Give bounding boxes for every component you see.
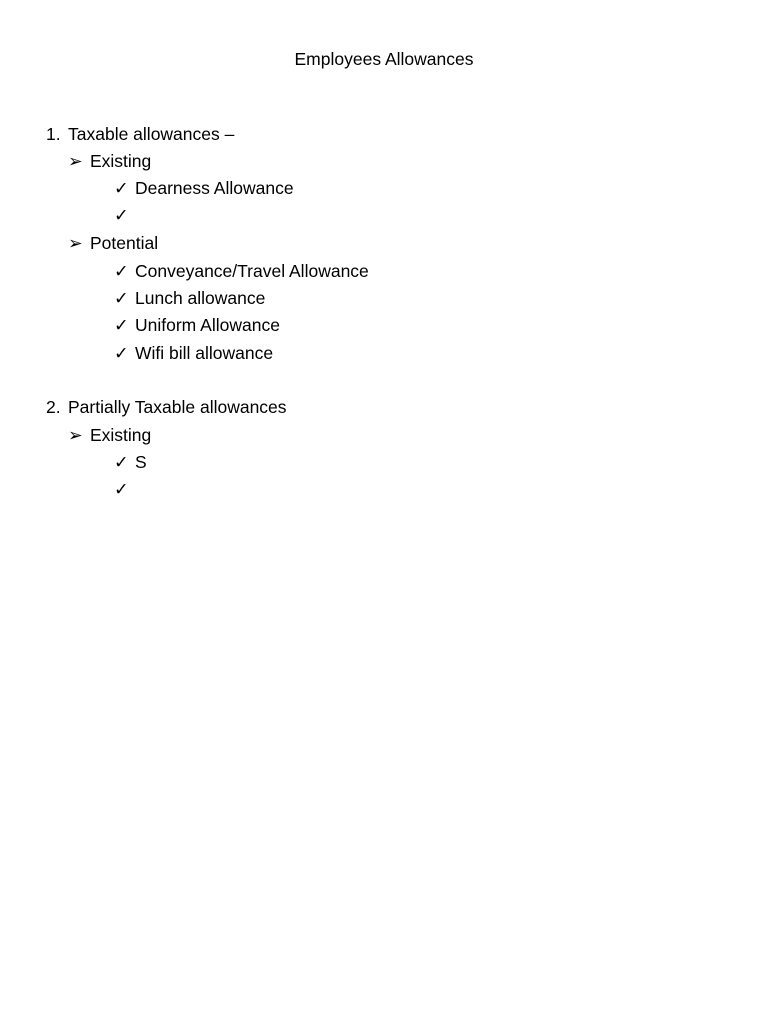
page-title: Employees Allowances (294, 49, 474, 69)
checkmark-icon: ✓ (114, 261, 129, 281)
section-2-heading: Partially Taxable allowances (68, 397, 287, 417)
arrow-bullet-icon: ➢ (68, 151, 83, 171)
checkmark-icon: ✓ (114, 315, 129, 335)
section-2-number: 2. (46, 397, 61, 417)
list-item: Dearness Allowance (135, 178, 294, 198)
list-item: Uniform Allowance (135, 315, 280, 335)
checkmark-icon: ✓ (114, 205, 129, 225)
arrow-bullet-icon: ➢ (68, 425, 83, 445)
checkmark-icon: ✓ (114, 288, 129, 308)
list-item: Wifi bill allowance (135, 343, 274, 363)
list-item: S (135, 452, 147, 472)
section-1-number: 1. (46, 124, 61, 144)
arrow-bullet-icon: ➢ (68, 233, 83, 253)
checkmark-icon: ✓ (114, 178, 129, 198)
group-label-existing: Existing (90, 425, 152, 445)
group-label-potential: Potential (90, 233, 159, 253)
checkmark-icon: ✓ (114, 452, 129, 472)
checkmark-icon: ✓ (114, 479, 129, 499)
list-item: Conveyance/Travel Allowance (135, 261, 369, 281)
group-label-existing: Existing (90, 151, 152, 171)
list-item: Lunch allowance (135, 288, 266, 308)
section-1-heading: Taxable allowances – (68, 124, 235, 144)
checkmark-icon: ✓ (114, 343, 129, 363)
